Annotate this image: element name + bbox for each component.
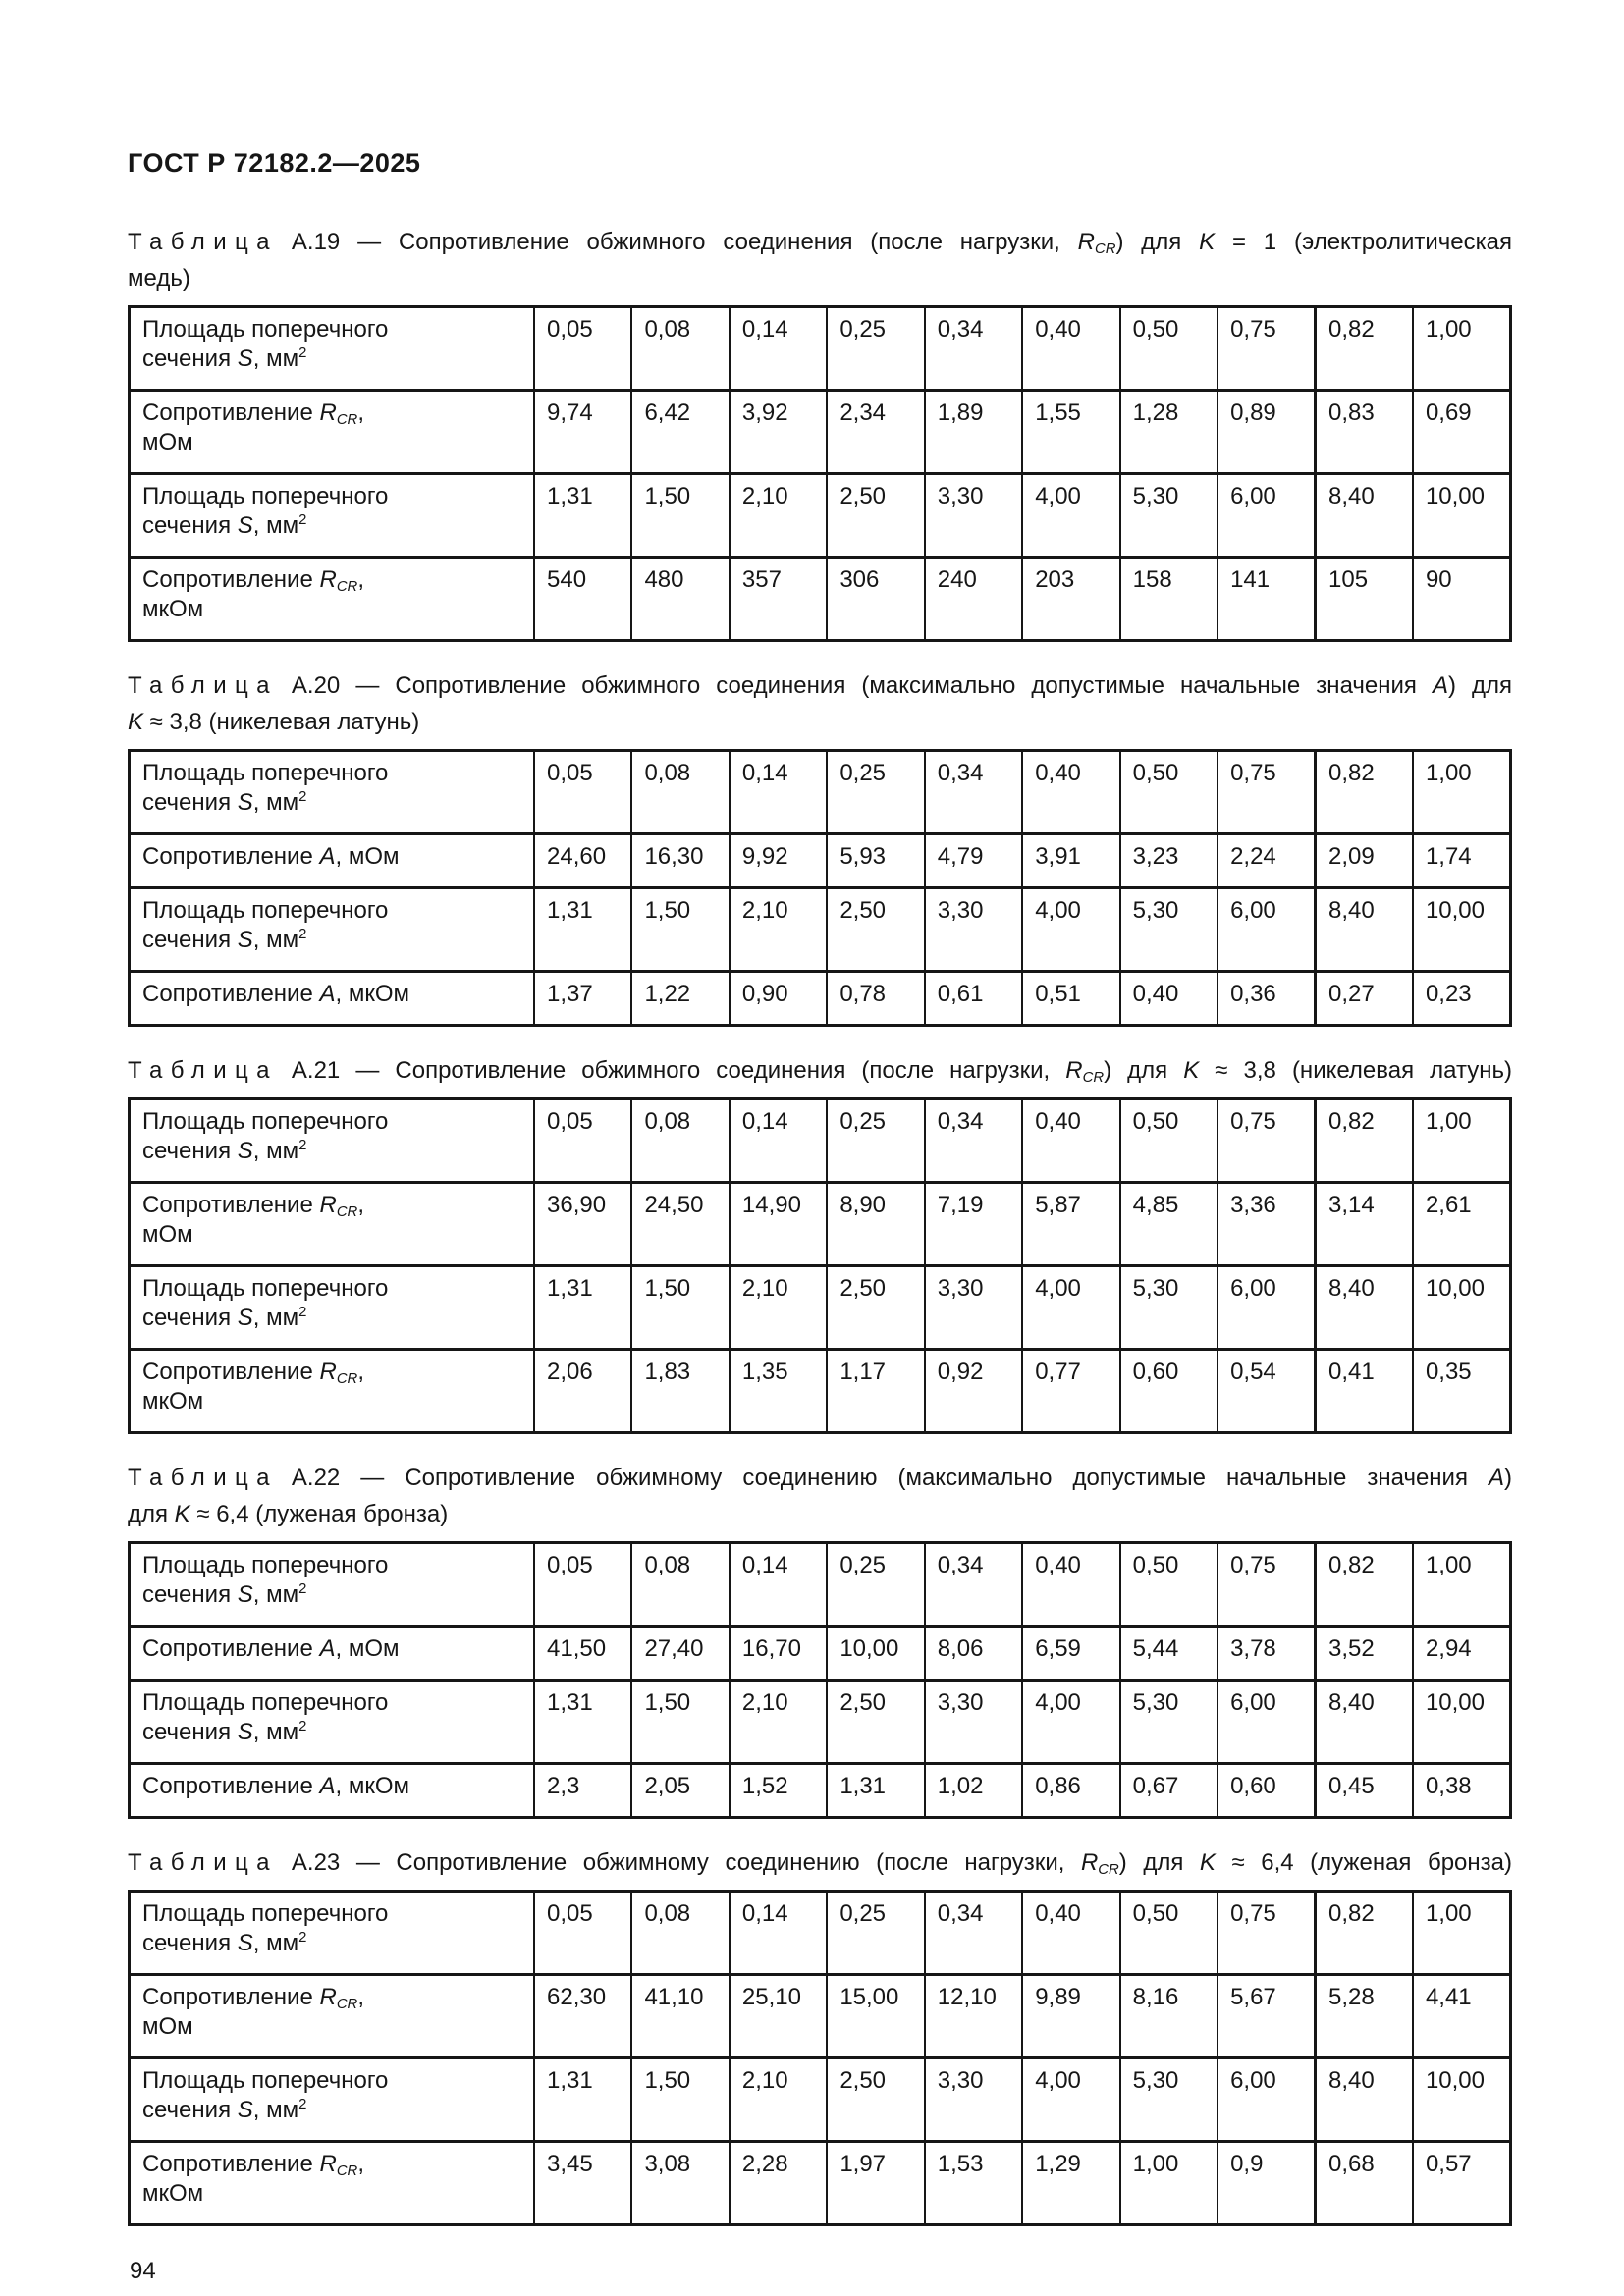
value-cell: 2,10 bbox=[730, 1266, 827, 1350]
value-cell: 0,34 bbox=[925, 1099, 1022, 1183]
value-cell: 3,45 bbox=[534, 2142, 631, 2225]
value-cell: 2,50 bbox=[827, 2058, 924, 2142]
value-cell: 0,67 bbox=[1120, 1764, 1218, 1818]
value-cell: 1,74 bbox=[1413, 834, 1511, 888]
value-cell: 0,25 bbox=[827, 1543, 924, 1627]
value-cell: 0,08 bbox=[631, 1099, 729, 1183]
table-row bbox=[130, 1099, 1511, 1183]
value-cell: 36,90 bbox=[534, 1183, 631, 1266]
value-cell: 0,69 bbox=[1413, 391, 1511, 474]
value-cell: 2,50 bbox=[827, 1266, 924, 1350]
table-row bbox=[130, 972, 1511, 1026]
value-cell: 5,87 bbox=[1022, 1183, 1119, 1266]
value-cell: 0,34 bbox=[925, 751, 1022, 834]
value-cell: 0,86 bbox=[1022, 1764, 1119, 1818]
row-label-cell: Сопротивление А, мкОм bbox=[130, 972, 535, 1026]
value-cell: 1,37 bbox=[534, 972, 631, 1026]
value-cell: 0,50 bbox=[1120, 1099, 1218, 1183]
row-label-cell: Площадь поперечного сечения S, $мм^2$ bbox=[130, 751, 535, 834]
value-cell: 5,30 bbox=[1120, 1266, 1218, 1350]
value-cell: 1,00 bbox=[1413, 1543, 1511, 1627]
value-cell: 105 bbox=[1316, 558, 1413, 641]
value-cell: 1,00 bbox=[1413, 307, 1511, 391]
value-cell: 6,00 bbox=[1218, 1266, 1315, 1350]
value-cell: 4,00 bbox=[1022, 2058, 1119, 2142]
value-cell: 1,31 bbox=[534, 1681, 631, 1764]
value-cell: 5,30 bbox=[1120, 888, 1218, 972]
value-cell: 0,50 bbox=[1120, 1892, 1218, 1975]
value-cell: 62,30 bbox=[534, 1975, 631, 2058]
value-cell: 5,28 bbox=[1316, 1975, 1413, 2058]
value-cell: 2,94 bbox=[1413, 1627, 1511, 1681]
value-cell: 0,34 bbox=[925, 307, 1022, 391]
value-cell: 0,08 bbox=[631, 1892, 729, 1975]
caption-table-word: Таблица bbox=[128, 1849, 278, 1876]
value-cell: 0,75 bbox=[1218, 1543, 1315, 1627]
table-row bbox=[130, 2142, 1511, 2225]
row-label-cell: Сопротивление А, мОм bbox=[130, 834, 535, 888]
table-caption bbox=[128, 1052, 1512, 1089]
caption-line: Таблица А.19 — Сопротивление обжимного соединения (после нагрузки, $R_{CR}$) для K = 1 (электролитическая bbox=[128, 229, 1512, 258]
value-cell: 90 bbox=[1413, 558, 1511, 641]
value-cell: 1,31 bbox=[534, 2058, 631, 2142]
value-cell: 0,14 bbox=[730, 1892, 827, 1975]
data-table bbox=[128, 305, 1512, 642]
value-cell: 0,40 bbox=[1022, 1099, 1119, 1183]
value-cell: 6,00 bbox=[1218, 888, 1315, 972]
value-cell: 5,30 bbox=[1120, 474, 1218, 558]
value-cell: 5,44 bbox=[1120, 1627, 1218, 1681]
value-cell: 5,30 bbox=[1120, 2058, 1218, 2142]
value-cell: 1,17 bbox=[827, 1350, 924, 1433]
value-cell: 0,75 bbox=[1218, 751, 1315, 834]
value-cell: 158 bbox=[1120, 558, 1218, 641]
value-cell: 0,40 bbox=[1022, 1543, 1119, 1627]
value-cell: 14,90 bbox=[730, 1183, 827, 1266]
table-row bbox=[130, 1543, 1511, 1627]
value-cell: 2,3 bbox=[534, 1764, 631, 1818]
value-cell: 0,41 bbox=[1316, 1350, 1413, 1433]
value-cell: 8,40 bbox=[1316, 474, 1413, 558]
value-cell: 3,08 bbox=[631, 2142, 729, 2225]
row-label-cell: Сопротивление $R_{CR}$, мОм bbox=[130, 391, 535, 474]
value-cell: 1,00 bbox=[1413, 1892, 1511, 1975]
table-row bbox=[130, 888, 1511, 972]
value-cell: 2,50 bbox=[827, 474, 924, 558]
value-cell: 1,50 bbox=[631, 474, 729, 558]
value-cell: 1,00 bbox=[1413, 1099, 1511, 1183]
value-cell: 41,10 bbox=[631, 1975, 729, 2058]
value-cell: 4,00 bbox=[1022, 1681, 1119, 1764]
value-cell: 0,38 bbox=[1413, 1764, 1511, 1818]
value-cell: 0,50 bbox=[1120, 751, 1218, 834]
value-cell: 1,89 bbox=[925, 391, 1022, 474]
caption-line: медь) bbox=[128, 265, 190, 292]
value-cell: 3,14 bbox=[1316, 1183, 1413, 1266]
value-cell: 1,31 bbox=[534, 474, 631, 558]
value-cell: 3,36 bbox=[1218, 1183, 1315, 1266]
caption-table-word: Таблица bbox=[128, 229, 278, 255]
value-cell: 4,41 bbox=[1413, 1975, 1511, 2058]
value-cell: 0,14 bbox=[730, 307, 827, 391]
value-cell: 16,70 bbox=[730, 1627, 827, 1681]
value-cell: 1,50 bbox=[631, 1681, 729, 1764]
value-cell: 9,89 bbox=[1022, 1975, 1119, 2058]
row-label-cell: Сопротивление А, мкОм bbox=[130, 1764, 535, 1818]
value-cell: 2,09 bbox=[1316, 834, 1413, 888]
value-cell: 0,92 bbox=[925, 1350, 1022, 1433]
value-cell: 1,28 bbox=[1120, 391, 1218, 474]
row-label-cell: Площадь поперечного сечения S, $мм^2$ bbox=[130, 2058, 535, 2142]
value-cell: 480 bbox=[631, 558, 729, 641]
value-cell: 2,10 bbox=[730, 2058, 827, 2142]
value-cell: 3,30 bbox=[925, 474, 1022, 558]
value-cell: 2,05 bbox=[631, 1764, 729, 1818]
value-cell: 0,14 bbox=[730, 1543, 827, 1627]
value-cell: 4,00 bbox=[1022, 1266, 1119, 1350]
value-cell: 4,00 bbox=[1022, 888, 1119, 972]
tables-container bbox=[128, 224, 1512, 2226]
value-cell: 0,9 bbox=[1218, 2142, 1315, 2225]
value-cell: 6,00 bbox=[1218, 2058, 1315, 2142]
value-cell: 0,08 bbox=[631, 751, 729, 834]
value-cell: 1,55 bbox=[1022, 391, 1119, 474]
page-number: 94 bbox=[130, 2258, 156, 2284]
value-cell: 1,97 bbox=[827, 2142, 924, 2225]
value-cell: 1,31 bbox=[827, 1764, 924, 1818]
row-label-cell: Сопротивление $R_{CR}$, мОм bbox=[130, 1183, 535, 1266]
value-cell: 8,06 bbox=[925, 1627, 1022, 1681]
value-cell: 141 bbox=[1218, 558, 1315, 641]
row-label-cell: Площадь поперечного сечения S, $мм^2$ bbox=[130, 1892, 535, 1975]
caption-line: для K ≈ 6,4 (луженая бронза) bbox=[128, 1501, 449, 1527]
value-cell: 10,00 bbox=[827, 1627, 924, 1681]
table-row bbox=[130, 474, 1511, 558]
value-cell: 0,25 bbox=[827, 307, 924, 391]
table-caption bbox=[128, 1844, 1512, 1881]
value-cell: 0,05 bbox=[534, 1543, 631, 1627]
caption-line: Таблица А.23 — Сопротивление обжимному соединению (после нагрузки, $R_{CR}$) для K ≈ 6,4 (луженая бронза) bbox=[128, 1849, 1513, 1879]
value-cell: 0,50 bbox=[1120, 307, 1218, 391]
value-cell: 0,34 bbox=[925, 1543, 1022, 1627]
caption-line: Таблица А.20 — Сопротивление обжимного соединения (максимально допустимые начальные значения А) для bbox=[128, 672, 1512, 699]
value-cell: 0,40 bbox=[1022, 751, 1119, 834]
value-cell: 2,10 bbox=[730, 888, 827, 972]
value-cell: 3,91 bbox=[1022, 834, 1119, 888]
value-cell: 0,25 bbox=[827, 1892, 924, 1975]
value-cell: 2,06 bbox=[534, 1350, 631, 1433]
table-row bbox=[130, 1183, 1511, 1266]
value-cell: 0,61 bbox=[925, 972, 1022, 1026]
value-cell: 1,22 bbox=[631, 972, 729, 1026]
value-cell: 3,78 bbox=[1218, 1627, 1315, 1681]
value-cell: 9,92 bbox=[730, 834, 827, 888]
value-cell: 0,82 bbox=[1316, 751, 1413, 834]
value-cell: 240 bbox=[925, 558, 1022, 641]
value-cell: 1,00 bbox=[1120, 2142, 1218, 2225]
table-caption bbox=[128, 1460, 1512, 1532]
value-cell: 8,16 bbox=[1120, 1975, 1218, 2058]
value-cell: 24,60 bbox=[534, 834, 631, 888]
value-cell: 1,35 bbox=[730, 1350, 827, 1433]
value-cell: 0,68 bbox=[1316, 2142, 1413, 2225]
value-cell: 0,45 bbox=[1316, 1764, 1413, 1818]
value-cell: 5,93 bbox=[827, 834, 924, 888]
value-cell: 8,40 bbox=[1316, 888, 1413, 972]
row-label-cell: Площадь поперечного сечения S, $мм^2$ bbox=[130, 888, 535, 972]
value-cell: 0,78 bbox=[827, 972, 924, 1026]
value-cell: 0,77 bbox=[1022, 1350, 1119, 1433]
caption-table-word: Таблица bbox=[128, 1057, 278, 1084]
value-cell: 3,23 bbox=[1120, 834, 1218, 888]
value-cell: 0,82 bbox=[1316, 1099, 1413, 1183]
value-cell: 27,40 bbox=[631, 1627, 729, 1681]
caption-table-word: Таблица bbox=[128, 1465, 278, 1491]
value-cell: 0,82 bbox=[1316, 1543, 1413, 1627]
value-cell: 6,59 bbox=[1022, 1627, 1119, 1681]
value-cell: 6,00 bbox=[1218, 1681, 1315, 1764]
value-cell: 5,67 bbox=[1218, 1975, 1315, 2058]
value-cell: 357 bbox=[730, 558, 827, 641]
value-cell: 0,60 bbox=[1218, 1764, 1315, 1818]
value-cell: 10,00 bbox=[1413, 1266, 1511, 1350]
value-cell: 4,00 bbox=[1022, 474, 1119, 558]
value-cell: 0,36 bbox=[1218, 972, 1315, 1026]
value-cell: 0,40 bbox=[1022, 1892, 1119, 1975]
table-caption bbox=[128, 667, 1512, 740]
value-cell: 0,05 bbox=[534, 751, 631, 834]
value-cell: 2,34 bbox=[827, 391, 924, 474]
value-cell: 2,24 bbox=[1218, 834, 1315, 888]
caption-line: Таблица А.22 — Сопротивление обжимному соединению (максимально допустимые начальные значения А) bbox=[128, 1465, 1512, 1491]
value-cell: 0,40 bbox=[1120, 972, 1218, 1026]
value-cell: 25,10 bbox=[730, 1975, 827, 2058]
value-cell: 3,30 bbox=[925, 2058, 1022, 2142]
value-cell: 10,00 bbox=[1413, 2058, 1511, 2142]
data-table bbox=[128, 1541, 1512, 1819]
table-row bbox=[130, 2058, 1511, 2142]
value-cell: 6,42 bbox=[631, 391, 729, 474]
value-cell: 3,30 bbox=[925, 1266, 1022, 1350]
value-cell: 203 bbox=[1022, 558, 1119, 641]
row-label-cell: Сопротивление А, мОм bbox=[130, 1627, 535, 1681]
value-cell: 6,00 bbox=[1218, 474, 1315, 558]
value-cell: 2,10 bbox=[730, 1681, 827, 1764]
document-header: ГОСТ Р 72182.2—2025 bbox=[128, 148, 421, 178]
value-cell: 0,75 bbox=[1218, 307, 1315, 391]
value-cell: 0,14 bbox=[730, 1099, 827, 1183]
value-cell: 1,29 bbox=[1022, 2142, 1119, 2225]
value-cell: 7,19 bbox=[925, 1183, 1022, 1266]
value-cell: 15,00 bbox=[827, 1975, 924, 2058]
row-label-cell: Площадь поперечного сечения S, $мм^2$ bbox=[130, 1266, 535, 1350]
value-cell: 1,31 bbox=[534, 888, 631, 972]
value-cell: 16,30 bbox=[631, 834, 729, 888]
value-cell: 0,05 bbox=[534, 1892, 631, 1975]
value-cell: 0,25 bbox=[827, 1099, 924, 1183]
value-cell: 306 bbox=[827, 558, 924, 641]
value-cell: 10,00 bbox=[1413, 474, 1511, 558]
value-cell: 1,50 bbox=[631, 2058, 729, 2142]
table-row bbox=[130, 558, 1511, 641]
row-label-cell: Сопротивление $R_{CR}$, мОм bbox=[130, 1975, 535, 2058]
value-cell: 0,25 bbox=[827, 751, 924, 834]
value-cell: 2,50 bbox=[827, 888, 924, 972]
value-cell: 2,10 bbox=[730, 474, 827, 558]
value-cell: 3,52 bbox=[1316, 1627, 1413, 1681]
value-cell: 2,61 bbox=[1413, 1183, 1511, 1266]
value-cell: 540 bbox=[534, 558, 631, 641]
value-cell: 1,02 bbox=[925, 1764, 1022, 1818]
caption-line: Таблица А.21 — Сопротивление обжимного соединения (после нагрузки, $R_{CR}$) для K ≈ 3,8 (никелевая латунь) bbox=[128, 1057, 1512, 1087]
value-cell: 0,27 bbox=[1316, 972, 1413, 1026]
table-row bbox=[130, 1350, 1511, 1433]
table-row bbox=[130, 391, 1511, 474]
value-cell: 0,82 bbox=[1316, 307, 1413, 391]
value-cell: 0,05 bbox=[534, 1099, 631, 1183]
value-cell: 5,30 bbox=[1120, 1681, 1218, 1764]
value-cell: 1,53 bbox=[925, 2142, 1022, 2225]
value-cell: 41,50 bbox=[534, 1627, 631, 1681]
row-label-cell: Сопротивление $R_{CR}$, мкОм bbox=[130, 558, 535, 641]
value-cell: 0,23 bbox=[1413, 972, 1511, 1026]
table-row bbox=[130, 1975, 1511, 2058]
caption-table-word: Таблица bbox=[128, 672, 278, 699]
value-cell: 1,31 bbox=[534, 1266, 631, 1350]
value-cell: 0,75 bbox=[1218, 1099, 1315, 1183]
value-cell: 0,50 bbox=[1120, 1543, 1218, 1627]
value-cell: 3,30 bbox=[925, 888, 1022, 972]
value-cell: 0,51 bbox=[1022, 972, 1119, 1026]
table-caption bbox=[128, 224, 1512, 296]
value-cell: 10,00 bbox=[1413, 1681, 1511, 1764]
value-cell: 24,50 bbox=[631, 1183, 729, 1266]
value-cell: 0,08 bbox=[631, 307, 729, 391]
value-cell: 4,79 bbox=[925, 834, 1022, 888]
row-label-cell: Площадь поперечного сечения S, $мм^2$ bbox=[130, 1681, 535, 1764]
row-label-cell: Сопротивление $R_{CR}$, мкОм bbox=[130, 2142, 535, 2225]
row-label-cell: Площадь поперечного сечения S, $мм^2$ bbox=[130, 1099, 535, 1183]
row-label-cell: Площадь поперечного сечения S, $мм^2$ bbox=[130, 1543, 535, 1627]
row-label-cell: Площадь поперечного сечения S, $мм^2$ bbox=[130, 307, 535, 391]
value-cell: 1,50 bbox=[631, 888, 729, 972]
table-row bbox=[130, 1266, 1511, 1350]
value-cell: 2,50 bbox=[827, 1681, 924, 1764]
value-cell: 9,74 bbox=[534, 391, 631, 474]
value-cell: 12,10 bbox=[925, 1975, 1022, 2058]
value-cell: 4,85 bbox=[1120, 1183, 1218, 1266]
value-cell: 8,40 bbox=[1316, 1681, 1413, 1764]
value-cell: 1,52 bbox=[730, 1764, 827, 1818]
table-row bbox=[130, 834, 1511, 888]
caption-line: K ≈ 3,8 (никелевая латунь) bbox=[128, 709, 420, 735]
value-cell: 0,08 bbox=[631, 1543, 729, 1627]
value-cell: 0,14 bbox=[730, 751, 827, 834]
value-cell: 0,83 bbox=[1316, 391, 1413, 474]
table-row bbox=[130, 751, 1511, 834]
value-cell: 1,50 bbox=[631, 1266, 729, 1350]
value-cell: 0,57 bbox=[1413, 2142, 1511, 2225]
value-cell: 1,83 bbox=[631, 1350, 729, 1433]
table-row bbox=[130, 307, 1511, 391]
value-cell: 0,90 bbox=[730, 972, 827, 1026]
value-cell: 0,40 bbox=[1022, 307, 1119, 391]
value-cell: 8,90 bbox=[827, 1183, 924, 1266]
value-cell: 3,30 bbox=[925, 1681, 1022, 1764]
table-row bbox=[130, 1681, 1511, 1764]
value-cell: 0,89 bbox=[1218, 391, 1315, 474]
value-cell: 0,34 bbox=[925, 1892, 1022, 1975]
value-cell: 10,00 bbox=[1413, 888, 1511, 972]
value-cell: 8,40 bbox=[1316, 2058, 1413, 2142]
data-table bbox=[128, 749, 1512, 1027]
value-cell: 3,92 bbox=[730, 391, 827, 474]
value-cell: 0,60 bbox=[1120, 1350, 1218, 1433]
data-table bbox=[128, 1890, 1512, 2226]
value-cell: 0,54 bbox=[1218, 1350, 1315, 1433]
value-cell: 1,00 bbox=[1413, 751, 1511, 834]
value-cell: 0,75 bbox=[1218, 1892, 1315, 1975]
table-row bbox=[130, 1892, 1511, 1975]
value-cell: 0,35 bbox=[1413, 1350, 1511, 1433]
data-table bbox=[128, 1097, 1512, 1434]
value-cell: 0,82 bbox=[1316, 1892, 1413, 1975]
value-cell: 8,40 bbox=[1316, 1266, 1413, 1350]
table-row bbox=[130, 1627, 1511, 1681]
value-cell: 2,28 bbox=[730, 2142, 827, 2225]
row-label-cell: Площадь поперечного сечения S, $мм^2$ bbox=[130, 474, 535, 558]
row-label-cell: Сопротивление $R_{CR}$, мкОм bbox=[130, 1350, 535, 1433]
table-row bbox=[130, 1764, 1511, 1818]
value-cell: 0,05 bbox=[534, 307, 631, 391]
